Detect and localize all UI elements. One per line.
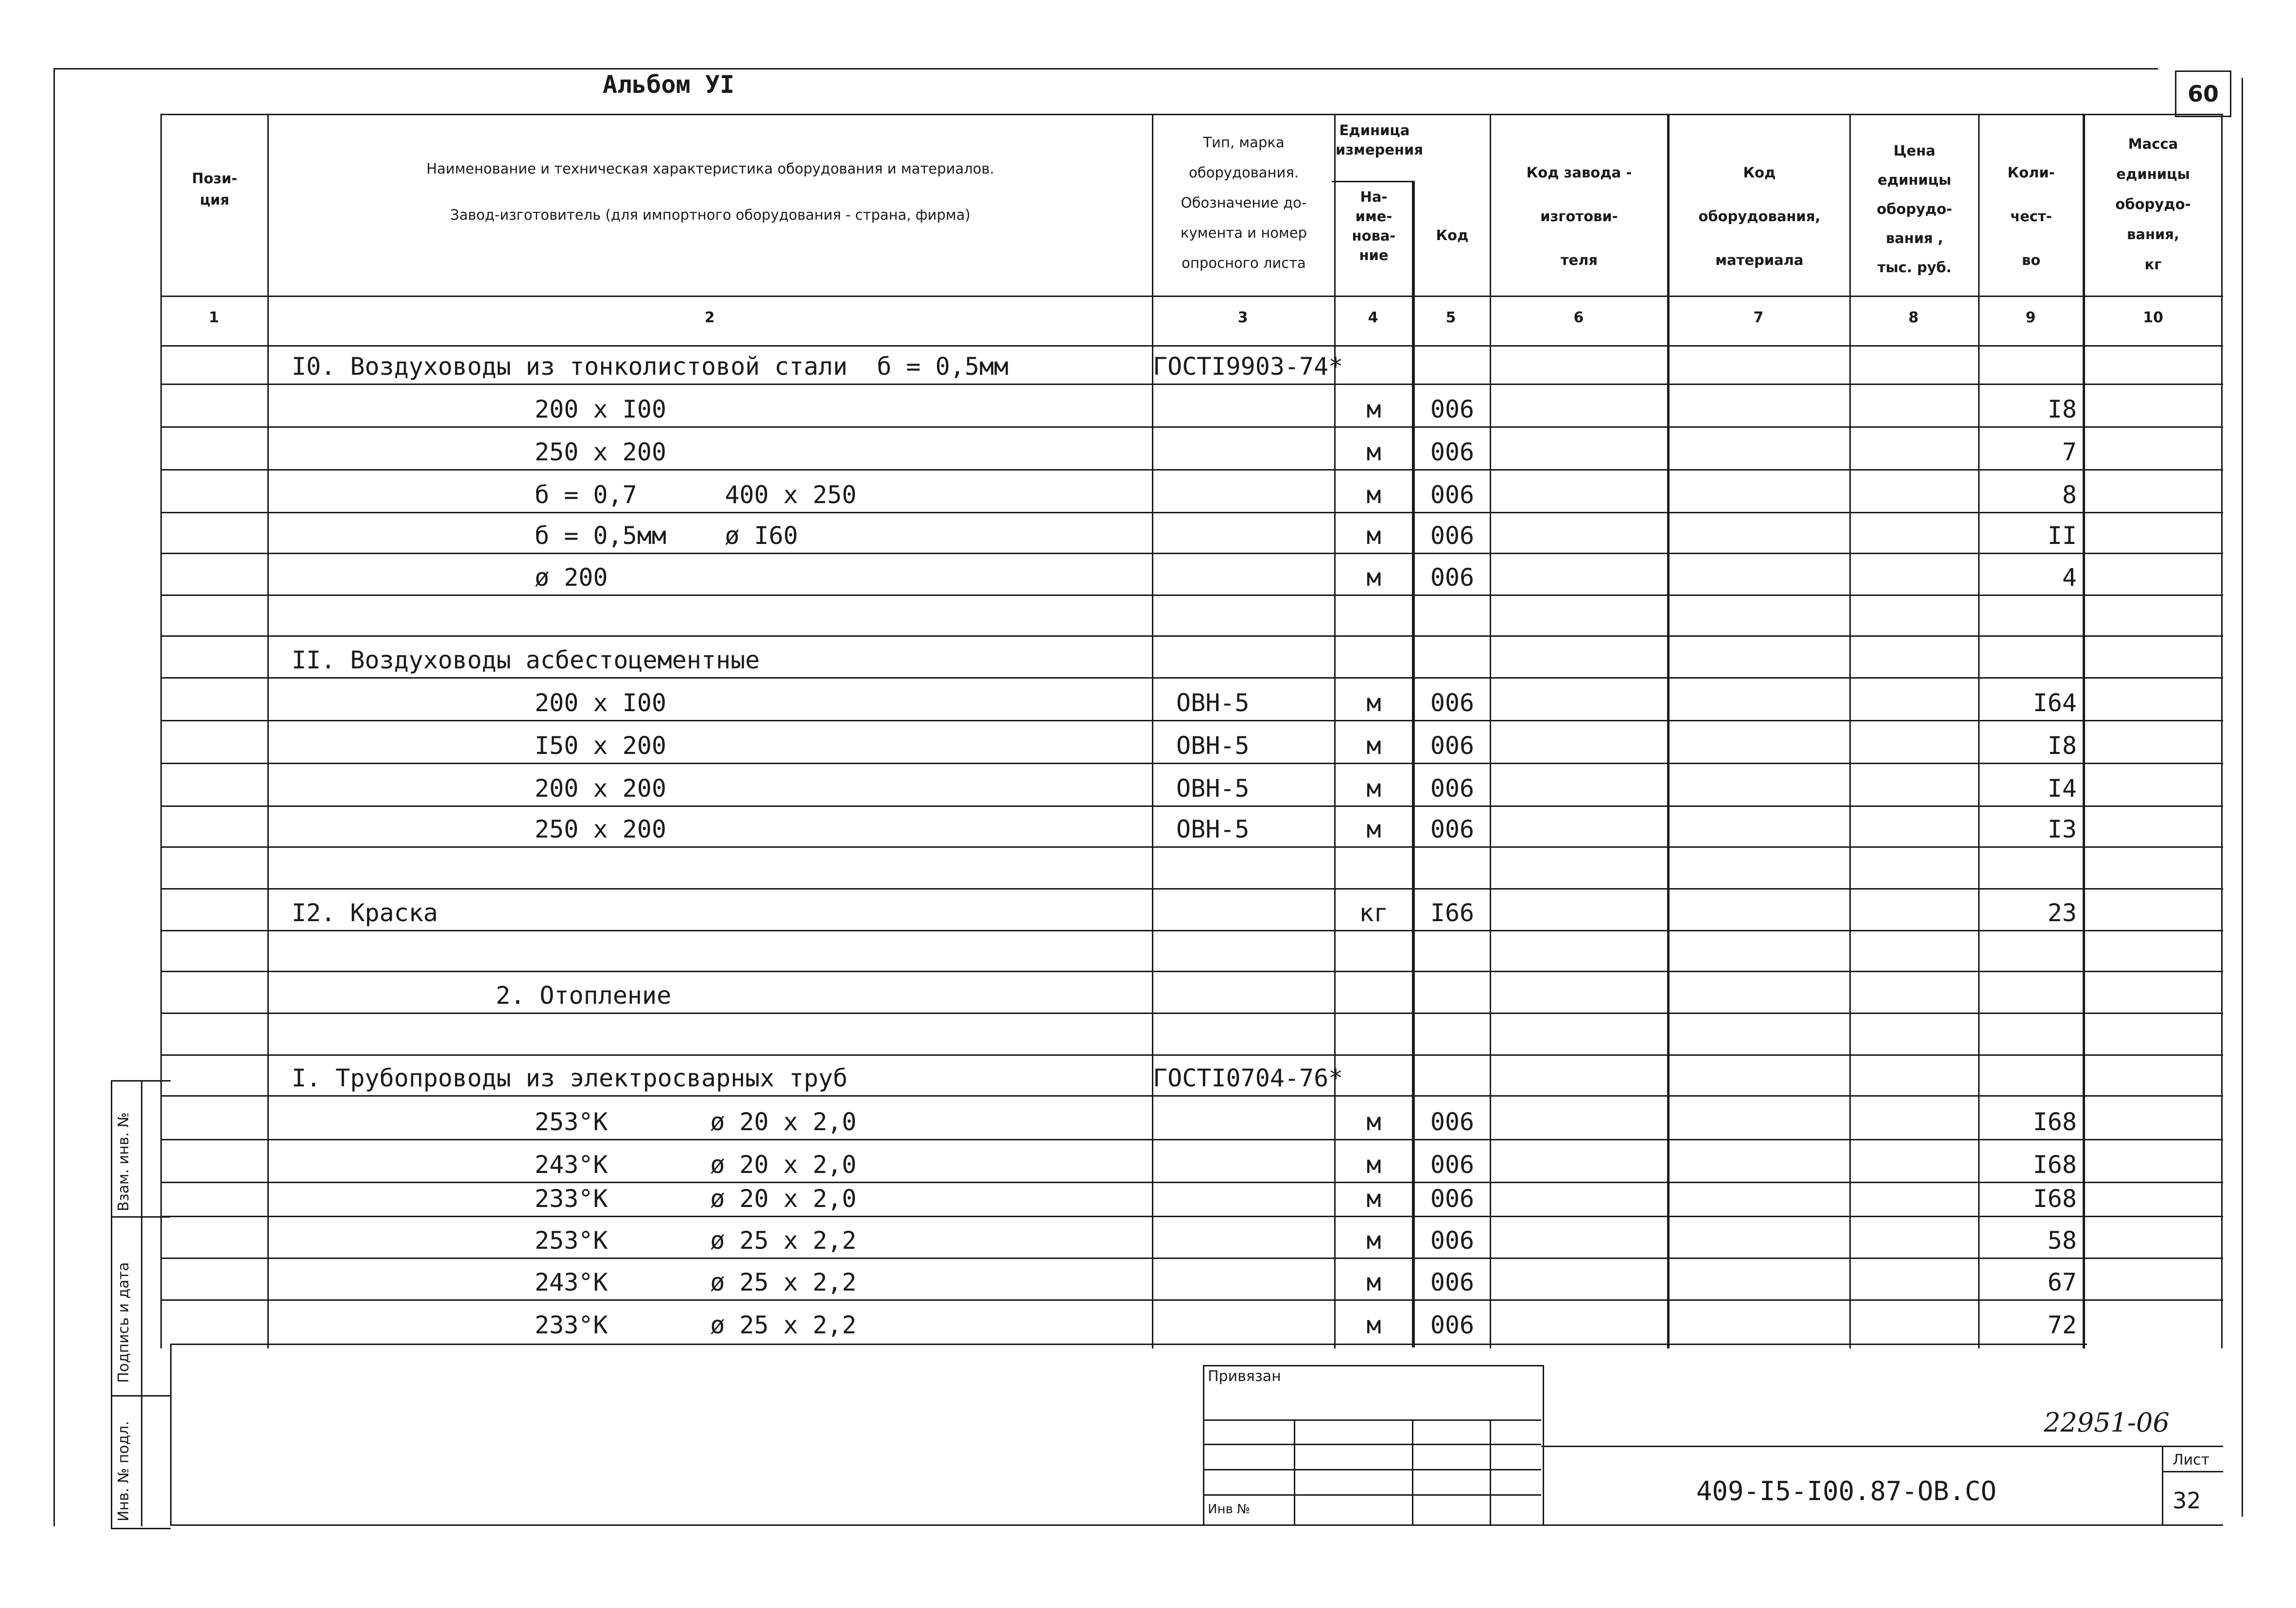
row-unit: м <box>1366 395 1381 423</box>
stamp-title-top <box>1541 1446 2223 1447</box>
row-code: 006 <box>1430 774 1475 803</box>
row-code: 006 <box>1430 1108 1475 1136</box>
row-name: ø 200 <box>535 563 608 592</box>
header-unit-code: Код <box>1436 227 1469 244</box>
table-row <box>0 637 2296 679</box>
row-qty: 8 <box>2062 481 2077 509</box>
linked-col-2 <box>1412 1419 1413 1524</box>
row-unit: м <box>1366 1108 1381 1136</box>
row-code: 006 <box>1430 481 1475 509</box>
row-qty: I8 <box>2047 395 2077 423</box>
header-unit: Единица измерения <box>1336 122 1423 158</box>
table-row <box>0 346 2296 385</box>
row-code: 006 <box>1430 1151 1475 1179</box>
row-name: б = 0,5мм ø I60 <box>535 522 798 550</box>
row-unit: м <box>1366 1226 1381 1255</box>
row-unit: м <box>1366 774 1381 803</box>
table-row <box>0 848 2296 890</box>
stamp-left-line <box>170 1344 172 1526</box>
row-name: 253°К ø 25 x 2,2 <box>535 1226 857 1255</box>
column-number: 4 <box>1368 309 1378 326</box>
row-name: I50 x 200 <box>535 732 666 760</box>
row-unit: м <box>1366 522 1381 550</box>
row-qty: I68 <box>2033 1151 2077 1179</box>
frame-top-line <box>53 68 2158 70</box>
row-name: 233°К ø 25 x 2,2 <box>535 1311 857 1339</box>
row-name: I0. Воздуховоды из тонколистовой стали б = 0,5мм <box>292 352 1009 381</box>
stamp-doc-code: 409-I5-I00.87-ОВ.СО <box>1696 1476 1997 1506</box>
stamp-sheet-label: Лист <box>2173 1451 2210 1468</box>
row-name: б = 0,7 400 x 250 <box>535 481 857 509</box>
header-unit-name: На- име- нова- ние <box>1352 189 1396 263</box>
table-row <box>0 1217 2296 1259</box>
header-equip-code: Код оборудования, материала <box>1698 164 1821 268</box>
table-row <box>0 764 2296 807</box>
row-name: 200 x 200 <box>535 774 666 803</box>
table-row <box>0 1140 2296 1183</box>
row-code: 006 <box>1430 689 1475 717</box>
row-qty: I64 <box>2033 689 2077 717</box>
row-name: 233°К ø 20 x 2,0 <box>535 1185 857 1213</box>
row-type: ОВН-5 <box>1176 689 1250 717</box>
table-row <box>0 1056 2296 1097</box>
row-name: 253°К ø 20 x 2,0 <box>535 1108 857 1136</box>
row-qty: 72 <box>2047 1311 2077 1339</box>
row-code: 006 <box>1430 1311 1475 1339</box>
row-name: 2. Отопление <box>496 981 672 1010</box>
row-name: 243°К ø 20 x 2,0 <box>535 1151 857 1179</box>
table-row <box>0 721 2296 764</box>
row-qty: 4 <box>2062 563 2077 592</box>
header-qty: Коли- чест- во <box>2007 164 2055 268</box>
row-code: 006 <box>1430 1185 1475 1213</box>
linked-col-1 <box>1294 1419 1295 1524</box>
row-code: 006 <box>1430 1226 1475 1255</box>
stamp-sheet-number: 32 <box>2173 1487 2201 1514</box>
table-row <box>0 679 2296 721</box>
column-number: 6 <box>1573 309 1584 326</box>
page-number-box <box>2175 70 2231 117</box>
table-row <box>0 1259 2296 1301</box>
row-code: 006 <box>1430 732 1475 760</box>
row-qty: II <box>2047 522 2077 550</box>
table-row <box>0 890 2296 931</box>
row-type: ОВН-5 <box>1176 815 1250 843</box>
row-code: 006 <box>1430 815 1475 843</box>
row-type: ОВН-5 <box>1176 732 1250 760</box>
table-row <box>0 385 2296 428</box>
row-name: 200 x I00 <box>535 689 666 717</box>
column-number: 7 <box>1753 309 1764 326</box>
table-top-line <box>160 114 2223 115</box>
row-code: 006 <box>1430 438 1475 466</box>
column-number: 3 <box>1237 309 1248 326</box>
row-qty: I4 <box>2047 774 2077 803</box>
row-qty: 67 <box>2047 1268 2077 1296</box>
header-name-2: Завод-изготовитель (для импортного оборудования - страна, фирма) <box>450 207 971 223</box>
row-code: 006 <box>1430 522 1475 550</box>
column-number: 1 <box>209 309 219 326</box>
row-name: 250 x 200 <box>535 815 666 843</box>
sheet-box-left <box>2162 1446 2163 1526</box>
row-qty: I68 <box>2033 1185 2077 1213</box>
table-row <box>0 1301 2296 1344</box>
table-row <box>0 972 2296 1014</box>
header-type: Тип, марка оборудования. Обозначение до- кумента и номер опросного листа <box>1180 134 1307 271</box>
row-unit: м <box>1366 689 1381 717</box>
table-row <box>0 1097 2296 1140</box>
column-number: 10 <box>2143 309 2163 326</box>
row-type: ГОСТI9903-74* <box>1153 352 1343 381</box>
side-divider <box>141 1080 142 1526</box>
row-code: 006 <box>1430 395 1475 423</box>
row-name: 250 x 200 <box>535 438 666 466</box>
row-type: ОВН-5 <box>1176 774 1250 803</box>
header-mass: Масса единицы оборудо- вания, кг <box>2115 136 2191 273</box>
table-row <box>0 1014 2296 1056</box>
row-unit: м <box>1366 1268 1381 1296</box>
header-name-1: Наименование и техническая характеристика оборудования и материалов. <box>426 160 994 177</box>
row-name: 200 x I00 <box>535 395 666 423</box>
header-price: Цена единицы оборудо- вания , тыс. руб. <box>1877 142 1952 276</box>
side-label-vzam: Взам. инв. № <box>115 1112 132 1211</box>
table-row <box>0 428 2296 471</box>
side-label-podpis: Подпись и дата <box>115 1262 132 1383</box>
table-row <box>0 554 2296 596</box>
side-split-1 <box>111 1216 170 1218</box>
row-name: II. Воздуховоды асбестоцементные <box>292 646 760 674</box>
header-pos: Пози- ция <box>191 170 238 208</box>
row-code: 006 <box>1430 1268 1475 1296</box>
unit-subheader-line <box>1332 181 1413 182</box>
table-row <box>0 513 2296 554</box>
row-qty: I68 <box>2033 1108 2077 1136</box>
row-unit: м <box>1366 481 1381 509</box>
column-number: 5 <box>1445 309 1456 326</box>
row-unit: м <box>1366 732 1381 760</box>
row-unit: м <box>1366 1311 1381 1339</box>
row-qty: I8 <box>2047 732 2077 760</box>
column-number: 9 <box>2025 309 2036 326</box>
side-label-inv-podl: Инв. № подл. <box>115 1421 132 1521</box>
page-number: 60 <box>2187 81 2219 107</box>
row-code: I66 <box>1430 899 1475 927</box>
row-unit: м <box>1366 563 1381 592</box>
side-split-2 <box>111 1395 170 1397</box>
row-qty: I3 <box>2047 815 2077 843</box>
table-row <box>0 471 2296 513</box>
header-bottom-line <box>160 296 2223 297</box>
row-unit: м <box>1366 1151 1381 1179</box>
linked-col-3 <box>1490 1419 1491 1524</box>
row-qty: 7 <box>2062 438 2077 466</box>
album-title: Альбом УI <box>603 70 734 99</box>
table-row <box>0 596 2296 637</box>
stamp-handwritten: 22951-06 <box>2044 1407 2170 1438</box>
row-type: ГОСТI0704-76* <box>1153 1064 1343 1092</box>
row-unit: м <box>1366 438 1381 466</box>
row-unit: кг <box>1359 899 1389 927</box>
header-plant-code: Код завода - изготови- теля <box>1526 164 1632 268</box>
row-unit: м <box>1366 1185 1381 1213</box>
table-row <box>0 1183 2296 1217</box>
sheet-box-split <box>2162 1471 2223 1472</box>
row-name: I. Трубопроводы из электросварных труб <box>292 1064 848 1092</box>
row-qty: 23 <box>2047 899 2077 927</box>
stamp-bottom-line <box>170 1524 2223 1526</box>
row-unit: м <box>1366 815 1381 843</box>
row-qty: 58 <box>2047 1226 2077 1255</box>
column-number: 2 <box>704 309 715 326</box>
stamp-linked-label: Привязан <box>1208 1368 1281 1385</box>
stamp-inv-label: Инв № <box>1208 1502 1251 1517</box>
table-row <box>0 931 2296 972</box>
row-name: I2. Краска <box>292 899 438 927</box>
table-bottom-line <box>170 1344 2087 1345</box>
row-name: 243°К ø 25 x 2,2 <box>535 1268 857 1296</box>
row-code: 006 <box>1430 563 1475 592</box>
column-number: 8 <box>1908 309 1919 326</box>
table-row <box>0 807 2296 848</box>
